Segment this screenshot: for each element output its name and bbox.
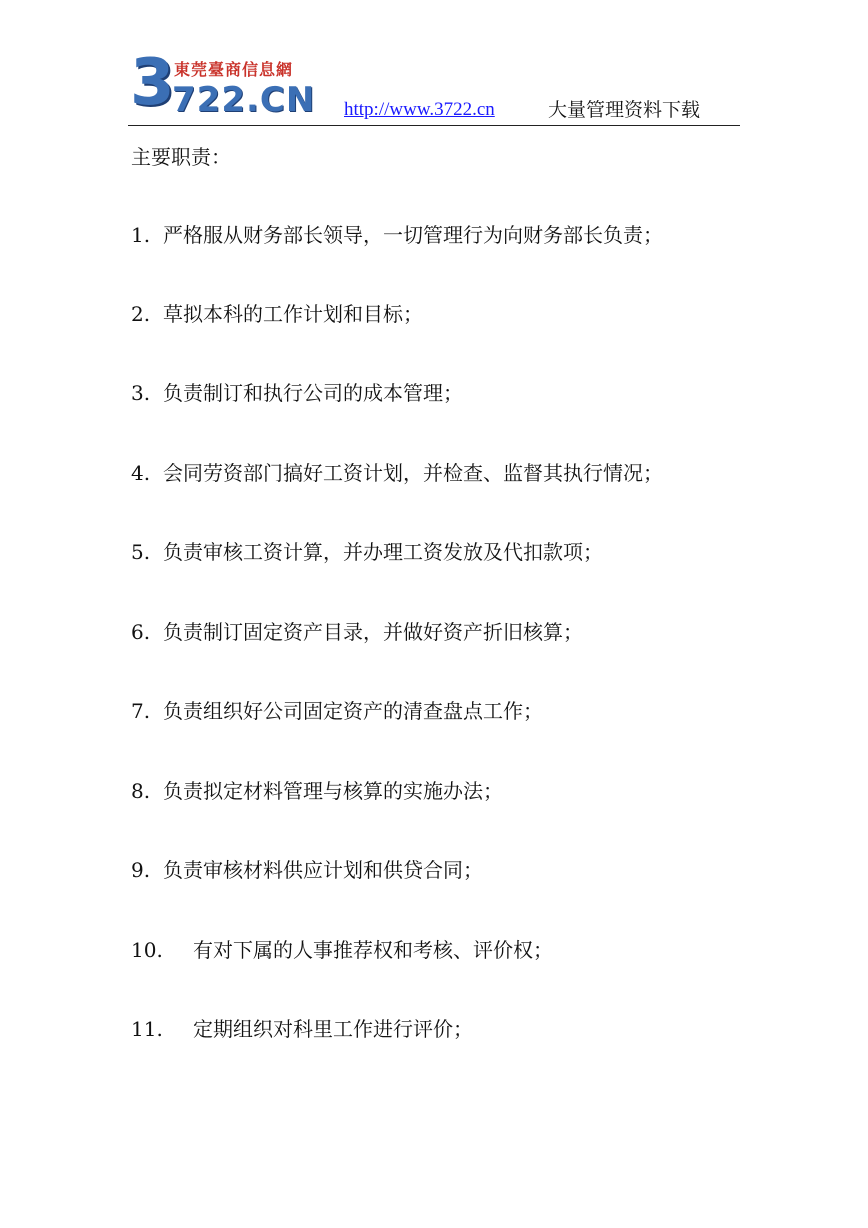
website-link[interactable]: http://www.3722.cn bbox=[344, 99, 495, 120]
list-item bbox=[131, 776, 503, 806]
list-item bbox=[131, 1014, 473, 1044]
list-item bbox=[131, 378, 463, 408]
header-tagline: 大量管理资料下载 bbox=[548, 99, 701, 121]
item-number: 3. bbox=[131, 381, 151, 405]
list-item bbox=[131, 299, 423, 329]
item-number: 8. bbox=[131, 779, 151, 803]
item-number: 4. bbox=[131, 461, 151, 485]
logo-digit: 3 bbox=[130, 46, 175, 120]
item-text: 负责制订和执行公司的成本管理； bbox=[163, 381, 463, 405]
item-number: 6. bbox=[131, 620, 151, 644]
item-text: 严格服从财务部长领导，一切管理行为向财务部长负责； bbox=[163, 223, 663, 247]
item-number: 2. bbox=[131, 302, 151, 326]
item-text: 负责制订固定资产目录，并做好资产折旧核算； bbox=[163, 620, 583, 644]
list-item bbox=[131, 855, 483, 885]
item-text: 定期组织对科里工作进行评价； bbox=[193, 1017, 473, 1041]
item-text: 负责拟定材料管理与核算的实施办法； bbox=[163, 779, 503, 803]
list-item bbox=[131, 458, 663, 488]
item-number: 7. bbox=[131, 699, 151, 723]
item-number: 1. bbox=[131, 223, 151, 247]
item-number: 5. bbox=[131, 540, 151, 564]
item-text: 负责组织好公司固定资产的清查盘点工作； bbox=[163, 699, 543, 723]
page-header bbox=[128, 46, 740, 127]
item-text: 有对下属的人事推荐权和考核、评价权； bbox=[193, 938, 553, 962]
item-number: 11. bbox=[131, 1017, 163, 1041]
item-text: 负责审核工资计算，并办理工资发放及代扣款项； bbox=[163, 540, 603, 564]
list-item bbox=[131, 617, 583, 647]
item-number: 9. bbox=[131, 858, 151, 882]
list-item bbox=[131, 537, 603, 567]
list-item bbox=[131, 696, 543, 726]
header-divider bbox=[128, 125, 740, 126]
section-title: 主要职责： bbox=[131, 145, 231, 169]
item-text: 负责审核材料供应计划和供贷合同； bbox=[163, 858, 483, 882]
list-item bbox=[131, 935, 553, 965]
item-text: 草拟本科的工作计划和目标； bbox=[163, 302, 423, 326]
logo-site-name: 722.CN bbox=[172, 80, 316, 120]
document-body bbox=[131, 142, 751, 1041]
list-item bbox=[131, 220, 663, 250]
item-number: 10. bbox=[131, 938, 163, 962]
logo-chinese-name: 東莞臺商信息網 bbox=[174, 60, 294, 79]
site-logo[interactable] bbox=[128, 46, 316, 125]
item-text: 会同劳资部门搞好工资计划，并检查、监督其执行情况； bbox=[163, 461, 663, 485]
